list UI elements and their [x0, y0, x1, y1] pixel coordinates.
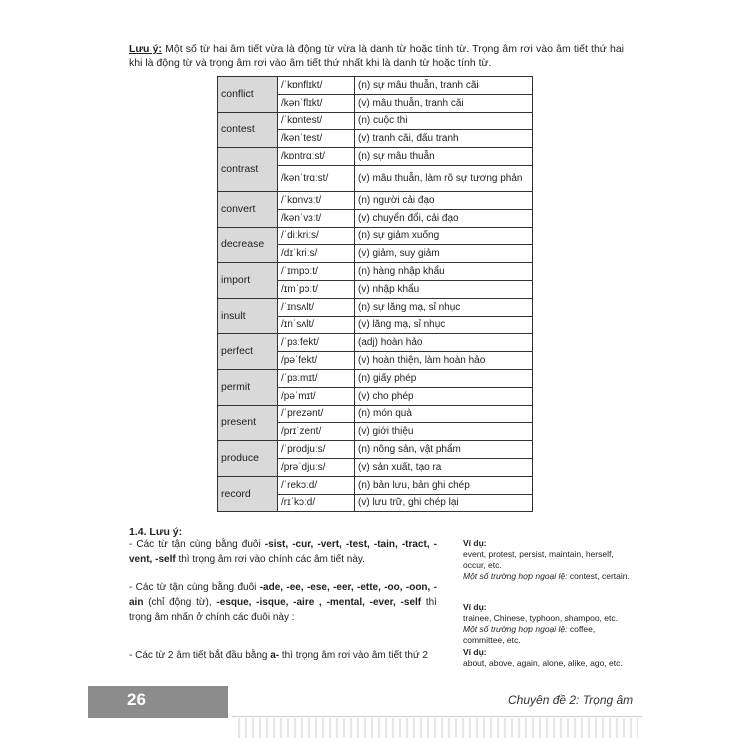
exception-label: Một số trường hợp ngoại lệ: [463, 624, 568, 634]
exception-text: coffee, committee, etc. [463, 624, 596, 645]
rule-text: - Các từ tận cùng bằng đuôi [129, 582, 260, 593]
rule-text: thì trọng âm nhấn ở chính các đuôi này : [129, 597, 437, 623]
rule-text: thì trọng âm rơi vào chính các âm tiết này. [175, 554, 365, 565]
word-cell: present [218, 405, 278, 441]
meaning-cell: (v) nhập khẩu [355, 280, 533, 298]
ipa-cell: /ˈprezənt/ [278, 405, 355, 423]
meaning-cell: (v) giới thiệu [355, 423, 533, 441]
example-text: trainee, Chinese, typhoon, shampoo, etc. [463, 613, 618, 623]
table-row [218, 298, 533, 316]
ipa-cell: /ɪnˈsʌlt/ [278, 316, 355, 334]
word-cell: decrease [218, 227, 278, 263]
example-heading: Ví dụ: [463, 538, 487, 548]
meaning-cell: (v) hoàn thiện, làm hoàn hảo [355, 352, 533, 370]
example-box-2 [463, 602, 633, 646]
ipa-cell: /ˈpɜːmɪt/ [278, 369, 355, 387]
ipa-cell: /ˈkɒntest/ [278, 112, 355, 130]
table-row [218, 476, 533, 494]
chapter-title: Chuyên đề 2: Trọng âm [508, 693, 634, 707]
table-row [218, 369, 533, 387]
word-cell: permit [218, 369, 278, 405]
ipa-cell: /ˈkɒnflɪkt/ [278, 77, 355, 95]
meaning-cell: (n) sự giảm xuống [355, 227, 533, 245]
ipa-cell: /prɪˈzent/ [278, 423, 355, 441]
meaning-cell: (n) nông sản, vật phẩm [355, 441, 533, 459]
ipa-cell: /dɪˈkriːs/ [278, 245, 355, 263]
meaning-cell: (adj) hoàn hảo [355, 334, 533, 352]
page-number: 26 [127, 690, 146, 709]
table-row [218, 112, 533, 130]
meaning-cell: (n) sự mâu thuẫn, tranh cãi [355, 77, 533, 95]
meaning-cell: (v) giảm, suy giảm [355, 245, 533, 263]
meaning-cell: (v) mâu thuẫn, tranh cãi [355, 94, 533, 112]
ipa-cell: /kənˈtest/ [278, 130, 355, 148]
word-cell: contrast [218, 148, 278, 192]
ipa-cell: /pəˈfekt/ [278, 352, 355, 370]
rule-1 [129, 537, 437, 567]
meaning-cell: (v) lưu trữ, ghi chép lại [355, 494, 533, 512]
ipa-cell: /ˈkɒnvɜːt/ [278, 191, 355, 209]
ipa-cell: /rɪˈkɔːd/ [278, 494, 355, 512]
meaning-cell: (v) cho phép [355, 387, 533, 405]
meaning-cell: (n) giấy phép [355, 369, 533, 387]
meaning-cell: (n) bản lưu, bản ghi chép [355, 476, 533, 494]
word-cell: record [218, 476, 278, 512]
example-heading: Ví dụ: [463, 602, 487, 612]
meaning-cell: (v) mâu thuẫn, làm rõ sự tương phản [355, 165, 533, 191]
example-text: about, above, again, alone, alike, ago, etc. [463, 658, 623, 668]
rule-suffixes: -sist, -cur, -vert, -test, -tain, -tract, -vent, -self [129, 539, 437, 565]
meaning-cell: (n) món quà [355, 405, 533, 423]
section-title: 1.4. Lưu ý: [129, 526, 183, 538]
meaning-cell: (n) cuộc thi [355, 112, 533, 130]
note-label: Lưu ý: [129, 43, 162, 55]
ipa-cell: /kənˈtrɑːst/ [278, 165, 355, 191]
meaning-cell: (v) tranh cãi, đấu tranh [355, 130, 533, 148]
ipa-cell: /ˈdiːkriːs/ [278, 227, 355, 245]
example-box-1 [463, 538, 633, 582]
meaning-cell: (n) sự lăng mạ, sỉ nhục [355, 298, 533, 316]
word-cell: perfect [218, 334, 278, 370]
ipa-cell: /ˈɪmpɔːt/ [278, 263, 355, 281]
table-row [218, 191, 533, 209]
table-row [218, 148, 533, 166]
rule-suffixes: -esque, -isque, -aire , -mental, -ever, -self [216, 597, 422, 608]
ipa-cell: /ˈrekɔːd/ [278, 476, 355, 494]
rule-text: thì trọng âm rơi vào âm tiết thứ 2 [279, 650, 428, 661]
ipa-cell: /prəˈdjuːs/ [278, 458, 355, 476]
ipa-cell: /ɪmˈpɔːt/ [278, 280, 355, 298]
word-cell: convert [218, 191, 278, 227]
rule-suffixes: a- [270, 650, 280, 661]
vocabulary-table [217, 76, 533, 512]
exception-text: contest, certain. [567, 571, 630, 581]
exception-label: Một số trường hợp ngoại lệ: [463, 571, 568, 581]
ipa-cell: /kənˈvɜːt/ [278, 209, 355, 227]
rule-text: - Các từ tận cùng bằng đuôi [129, 539, 265, 550]
word-cell: produce [218, 441, 278, 477]
ipa-cell: /kɒntrɑːst/ [278, 148, 355, 166]
example-box-3 [463, 647, 633, 669]
table-row [218, 263, 533, 281]
meaning-cell: (v) lăng mạ, sỉ nhục [355, 316, 533, 334]
meaning-cell: (v) sản xuất, tạo ra [355, 458, 533, 476]
page-number-box [88, 686, 228, 718]
ipa-cell: /ˈpɜːfekt/ [278, 334, 355, 352]
word-cell: contest [218, 112, 278, 148]
meaning-cell: (n) sự mâu thuẫn [355, 148, 533, 166]
meaning-cell: (v) chuyển đổi, cải đạo [355, 209, 533, 227]
rule-text: (chỉ động từ), [143, 597, 217, 608]
meaning-cell: (n) hàng nhập khẩu [355, 263, 533, 281]
table-row [218, 405, 533, 423]
note-paragraph [129, 42, 624, 70]
rule-2 [129, 580, 437, 625]
word-cell: insult [218, 298, 278, 334]
ipa-cell: /kənˈflɪkt/ [278, 94, 355, 112]
ipa-cell: /pəˈmɪt/ [278, 387, 355, 405]
table-row [218, 77, 533, 95]
table-row [218, 441, 533, 459]
note-text: Một số từ hai âm tiết vừa là động từ vừa là danh từ hoặc tính từ. Trọng âm rơi vào âm tiết thứ hai khi là động từ và trọng âm rơi vào âm tiết thứ nhất khi là danh từ hoặc tính từ. [129, 43, 624, 69]
example-heading: Ví dụ: [463, 647, 487, 657]
example-text: event, protest, persist, maintain, herself, occur, etc. [463, 549, 614, 570]
word-cell: conflict [218, 77, 278, 113]
footer-divider [232, 716, 642, 717]
rule-suffixes: -ade, -ee, -ese, -eer, -ette, -oo, -oon, -ain [129, 582, 437, 608]
rule-text: - Các từ 2 âm tiết bắt đầu bằng [129, 650, 271, 661]
table-row [218, 227, 533, 245]
word-cell: import [218, 263, 278, 299]
meaning-cell: (n) người cải đạo [355, 191, 533, 209]
footer-stripes [238, 718, 638, 738]
ipa-cell: /ˈɪnsʌlt/ [278, 298, 355, 316]
table-row [218, 334, 533, 352]
ipa-cell: /ˈprodjuːs/ [278, 441, 355, 459]
rule-3 [129, 648, 437, 663]
